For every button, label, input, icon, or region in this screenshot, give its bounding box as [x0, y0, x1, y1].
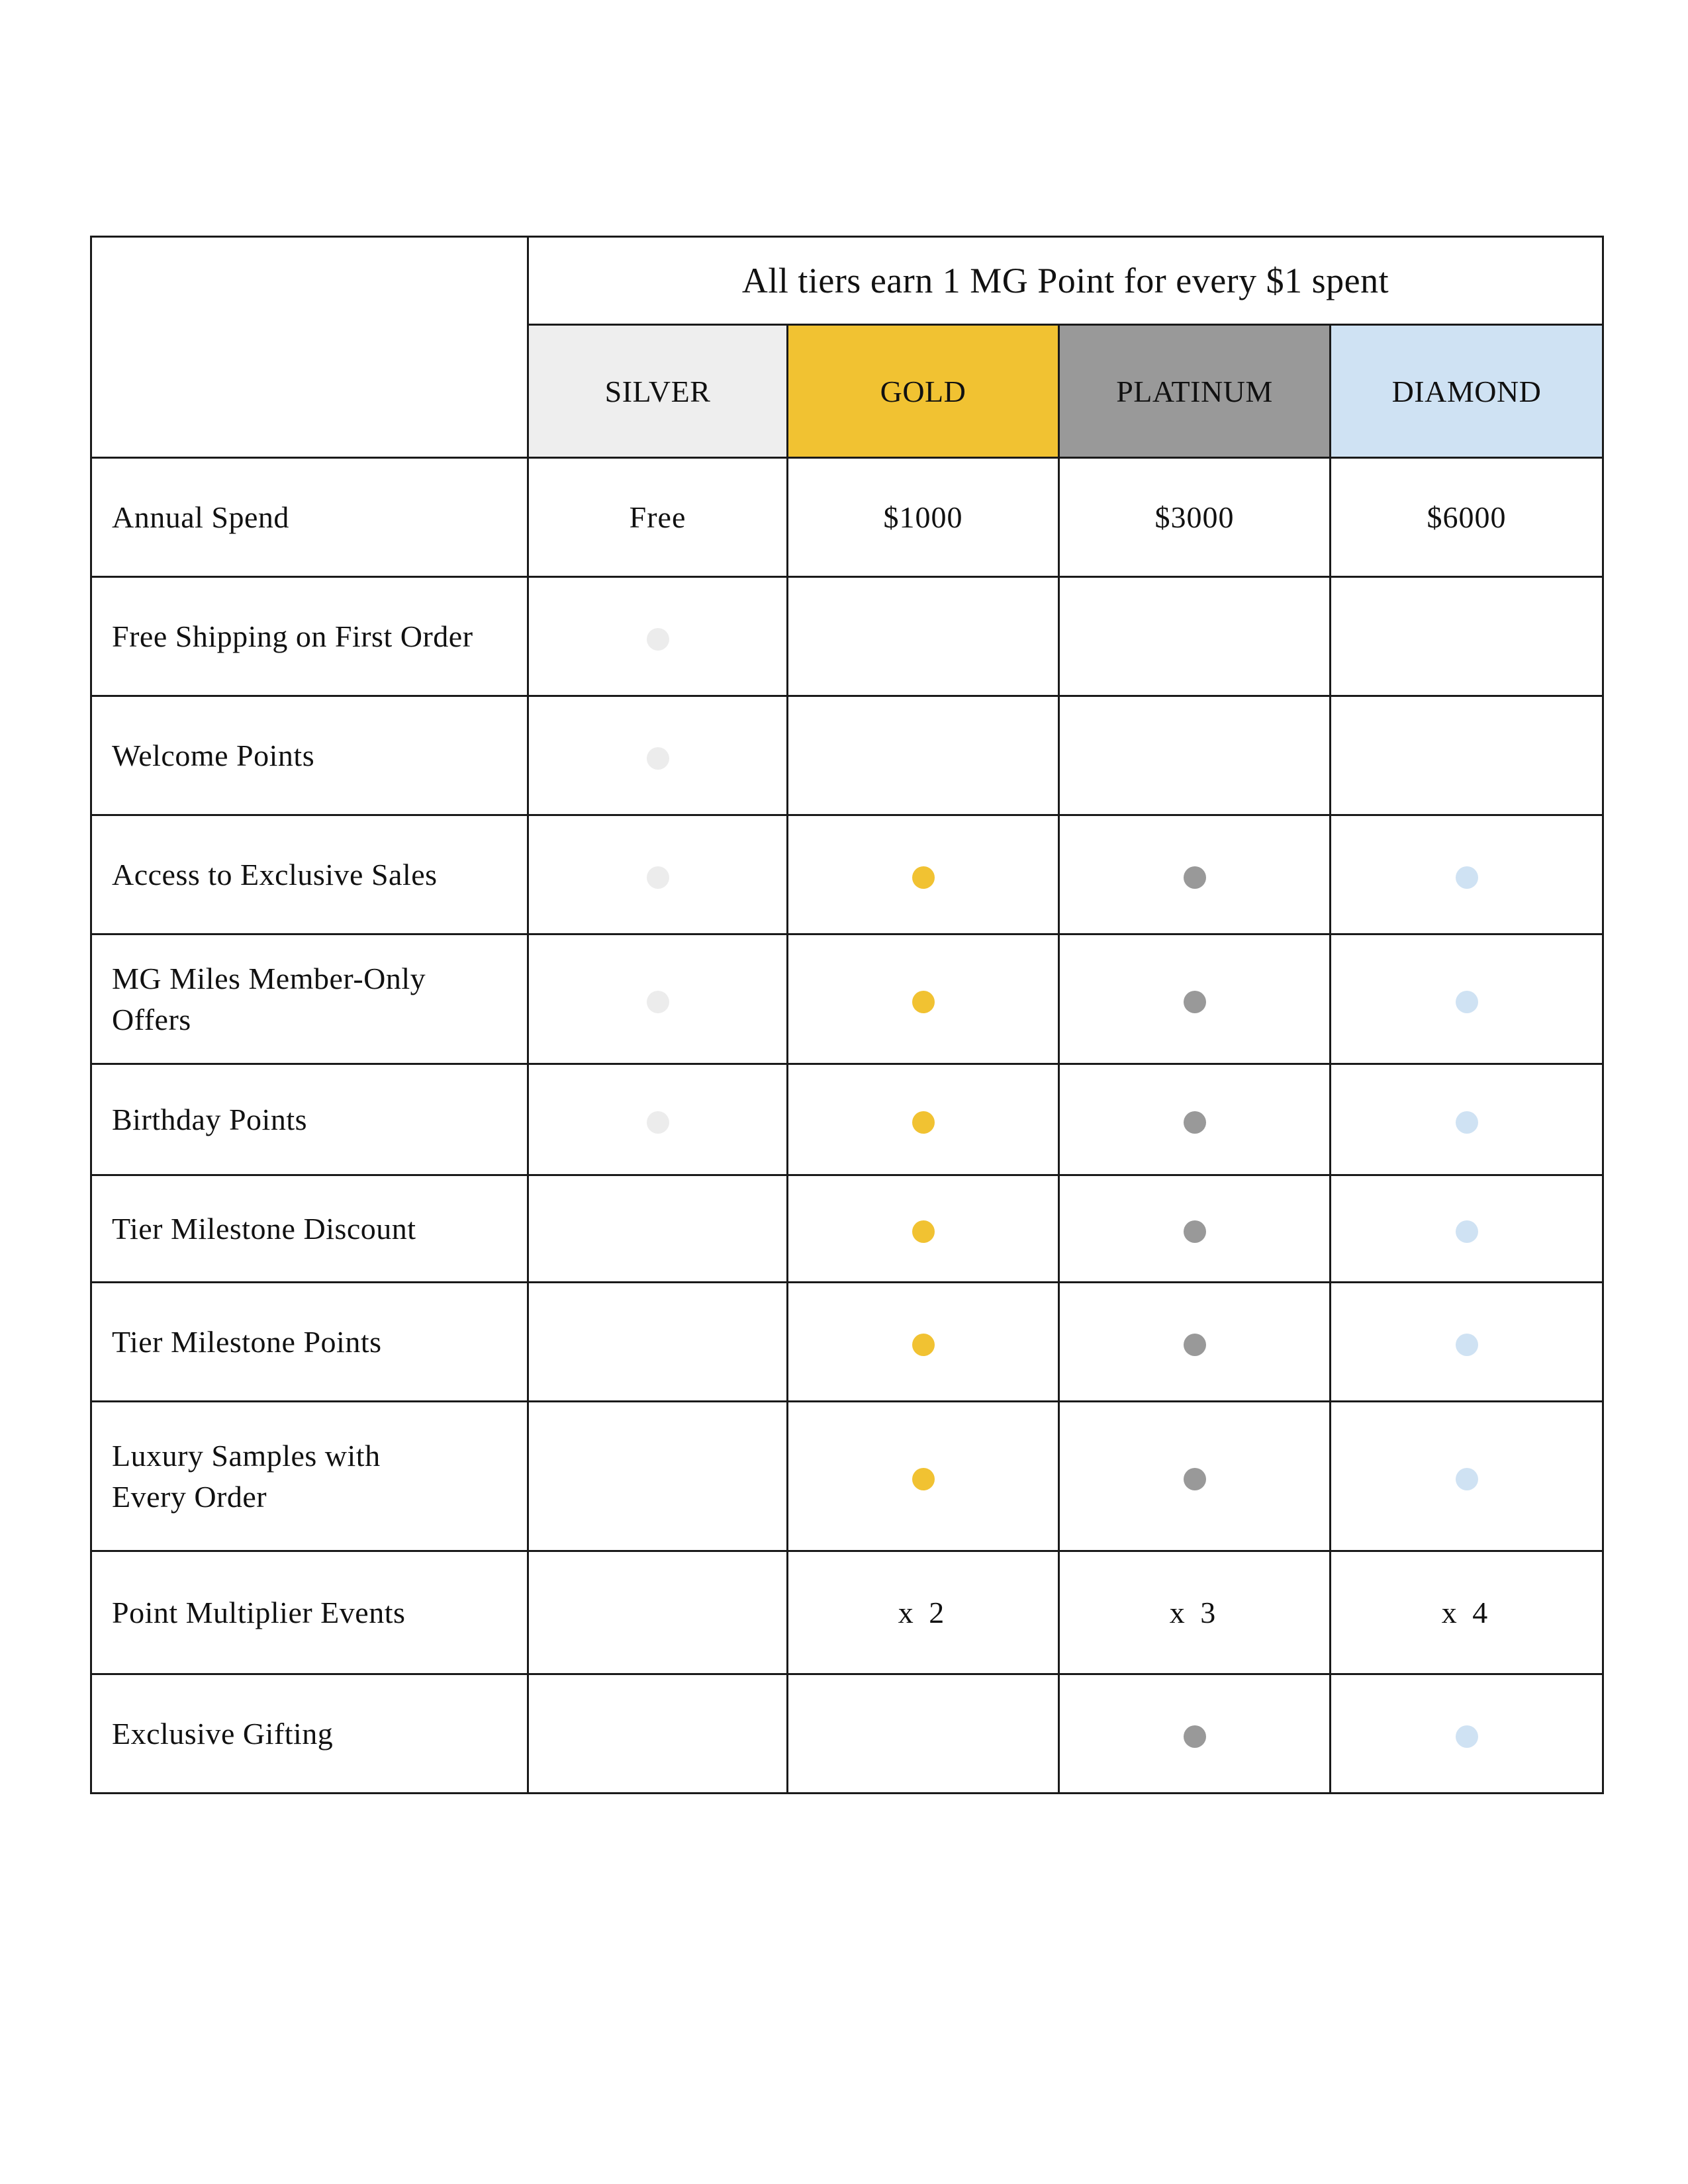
- cell-gold: [788, 458, 1059, 577]
- benefit-dot-icon: [1456, 866, 1478, 889]
- cell-diamond: [1331, 1064, 1603, 1175]
- cell-gold: [788, 1064, 1059, 1175]
- feature-label: Free Shipping on First Order: [91, 577, 528, 696]
- cell-value: $3000: [1154, 500, 1235, 534]
- cell-diamond: [1331, 1402, 1603, 1551]
- feature-label: Birthday Points: [91, 1064, 528, 1175]
- cell-silver: [528, 934, 788, 1064]
- feature-label: Exclusive Gifting: [91, 1674, 528, 1794]
- benefit-dot-icon: [1456, 1468, 1478, 1490]
- benefit-dot-icon: [912, 1468, 935, 1490]
- feature-label: MG Miles Member-Only Offers: [91, 934, 528, 1064]
- cell-platinum: [1059, 458, 1331, 577]
- benefit-dot-icon: [1456, 1725, 1478, 1748]
- cell-silver: [528, 1283, 788, 1402]
- benefit-dot-icon: [912, 1111, 935, 1134]
- cell-value: $6000: [1427, 500, 1507, 534]
- cell-gold: [788, 1402, 1059, 1551]
- banner-row: [91, 237, 1603, 325]
- benefit-dot-icon: [912, 991, 935, 1013]
- cell-platinum: [1059, 1175, 1331, 1283]
- cell-diamond: [1331, 1283, 1603, 1402]
- feature-label: Tier Milestone Points: [91, 1283, 528, 1402]
- points-banner: All tiers earn 1 MG Point for every $1 spent: [528, 237, 1603, 325]
- cell-value: Free: [629, 500, 686, 534]
- table-row: [91, 1402, 1603, 1551]
- cell-gold: [788, 934, 1059, 1064]
- benefit-dot-icon: [1184, 1725, 1206, 1748]
- cell-gold: [788, 1551, 1059, 1674]
- benefit-dot-icon: [647, 747, 669, 770]
- cell-diamond: [1331, 1551, 1603, 1674]
- cell-diamond: [1331, 696, 1603, 815]
- tier-header-silver: SILVER: [528, 325, 788, 458]
- cell-value: x 3: [1169, 1596, 1220, 1629]
- cell-silver: [528, 1551, 788, 1674]
- cell-silver: [528, 1175, 788, 1283]
- benefit-dot-icon: [1456, 991, 1478, 1013]
- cell-gold: [788, 815, 1059, 934]
- tier-header-platinum: PLATINUM: [1059, 325, 1331, 458]
- benefit-dot-icon: [912, 1220, 935, 1243]
- benefit-dot-icon: [912, 1334, 935, 1356]
- table-row: [91, 815, 1603, 934]
- table-row: [91, 1064, 1603, 1175]
- cell-platinum: [1059, 1402, 1331, 1551]
- cell-silver: [528, 696, 788, 815]
- benefit-dot-icon: [647, 991, 669, 1013]
- cell-platinum: [1059, 815, 1331, 934]
- feature-label: Point Multiplier Events: [91, 1551, 528, 1674]
- cell-value: $1000: [883, 500, 963, 534]
- feature-label: Tier Milestone Discount: [91, 1175, 528, 1283]
- table-row: [91, 1551, 1603, 1674]
- cell-platinum: [1059, 1674, 1331, 1794]
- cell-diamond: [1331, 934, 1603, 1064]
- feature-label: Access to Exclusive Sales: [91, 815, 528, 934]
- cell-gold: [788, 1283, 1059, 1402]
- cell-silver: [528, 1064, 788, 1175]
- corner-cell: [91, 237, 528, 458]
- cell-platinum: [1059, 1551, 1331, 1674]
- table-row: [91, 458, 1603, 577]
- benefit-dot-icon: [1184, 866, 1206, 889]
- benefit-dot-icon: [1184, 1220, 1206, 1243]
- cell-value: x 4: [1441, 1596, 1492, 1629]
- benefit-dot-icon: [1456, 1334, 1478, 1356]
- cell-diamond: [1331, 1175, 1603, 1283]
- benefit-dot-icon: [1184, 1111, 1206, 1134]
- benefit-dot-icon: [1456, 1111, 1478, 1134]
- cell-diamond: [1331, 815, 1603, 934]
- cell-diamond: [1331, 1674, 1603, 1794]
- table-row: [91, 934, 1603, 1064]
- feature-label: Annual Spend: [91, 458, 528, 577]
- cell-platinum: [1059, 934, 1331, 1064]
- cell-silver: [528, 1674, 788, 1794]
- cell-gold: [788, 1175, 1059, 1283]
- feature-label: Luxury Samples with Every Order: [91, 1402, 528, 1551]
- cell-platinum: [1059, 577, 1331, 696]
- cell-silver: [528, 1402, 788, 1551]
- tier-header-diamond: DIAMOND: [1331, 325, 1603, 458]
- cell-platinum: [1059, 1064, 1331, 1175]
- cell-diamond: [1331, 577, 1603, 696]
- benefit-dot-icon: [647, 1111, 669, 1134]
- table-row: [91, 1283, 1603, 1402]
- benefit-dot-icon: [1184, 1468, 1206, 1490]
- cell-silver: [528, 815, 788, 934]
- benefit-dot-icon: [647, 628, 669, 651]
- cell-silver: [528, 458, 788, 577]
- cell-platinum: [1059, 696, 1331, 815]
- table-row: [91, 1674, 1603, 1794]
- feature-label: Welcome Points: [91, 696, 528, 815]
- table-row: [91, 577, 1603, 696]
- benefit-dot-icon: [912, 866, 935, 889]
- cell-gold: [788, 696, 1059, 815]
- benefit-dot-icon: [647, 866, 669, 889]
- cell-value: x 2: [898, 1596, 949, 1629]
- benefit-dot-icon: [1184, 1334, 1206, 1356]
- benefit-dot-icon: [1184, 991, 1206, 1013]
- cell-silver: [528, 577, 788, 696]
- cell-diamond: [1331, 458, 1603, 577]
- cell-gold: [788, 1674, 1059, 1794]
- cell-platinum: [1059, 1283, 1331, 1402]
- table-row: [91, 696, 1603, 815]
- tier-header-gold: GOLD: [788, 325, 1059, 458]
- benefit-dot-icon: [1456, 1220, 1478, 1243]
- tier-benefits-table: [90, 236, 1604, 1794]
- cell-gold: [788, 577, 1059, 696]
- table-row: [91, 1175, 1603, 1283]
